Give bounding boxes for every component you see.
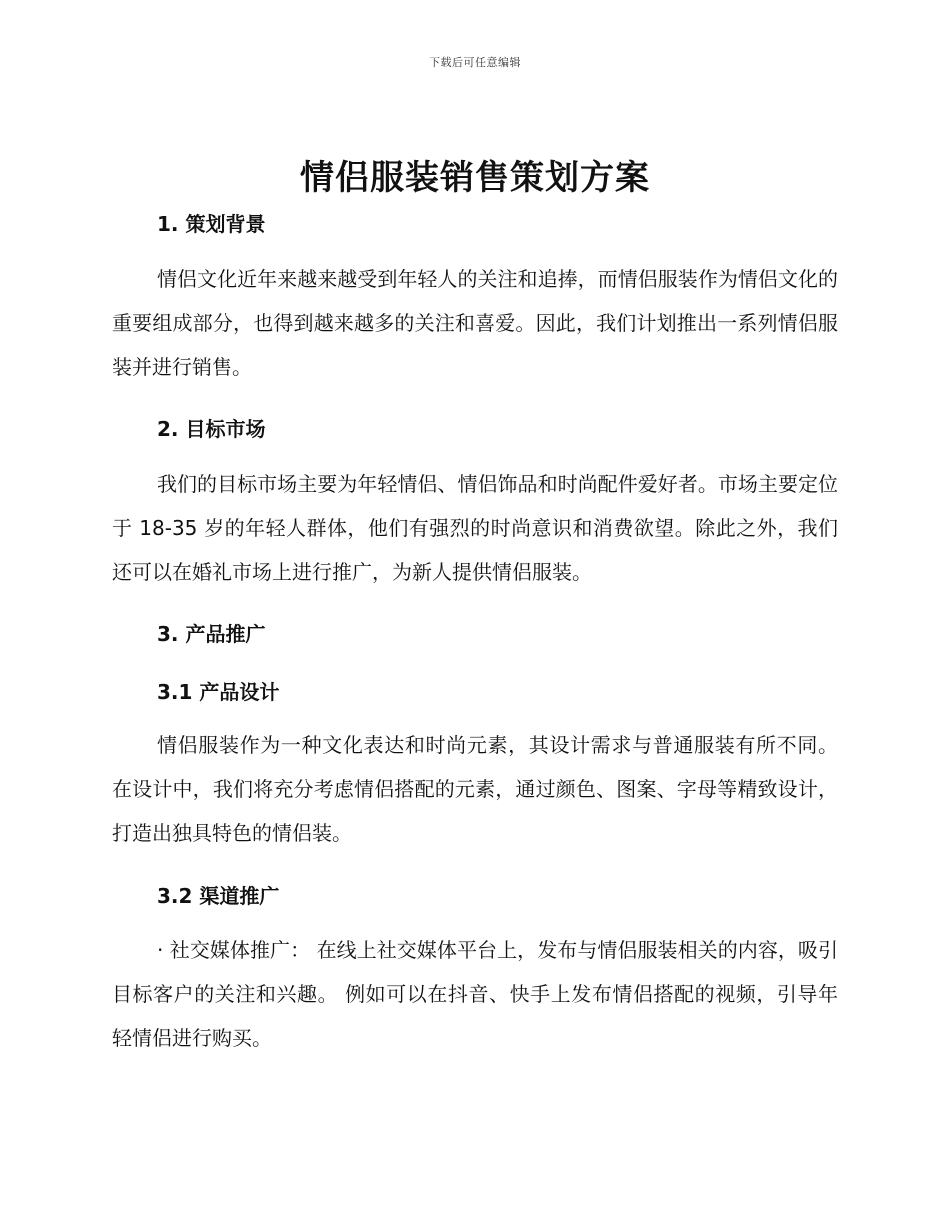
section-heading-target-market: 2. 目标市场 <box>157 417 266 441</box>
section-heading-channel-promotion: 3.2 渠道推广 <box>157 884 280 908</box>
section-body-background: 情侣文化近年来越来越受到年轻人的关注和追捧，而情侣服装作为情侣文化的重要组成部分，也得到越来越多的关注和喜爱。因此，我们计划推出一系列情侣服装并进行销售。 <box>112 267 838 379</box>
section-body-product-design: 情侣服装作为一种文化表达和时尚元素，其设计需求与普通服装有所不同。 在设计中，我们将充分考虑情侣搭配的元素，通过颜色、图案、字母等精致设计，打造出独具特色的情侣装。 <box>112 733 838 845</box>
page-header-note: 下载后可任意编辑 <box>429 56 521 69</box>
section-body-target-market: 我们的目标市场主要为年轻情侣、情侣饰品和时尚配件爱好者。市场主要定位于 18-35 岁的年轻人群体，他们有强烈的时尚意识和消费欲望。除此之外，我们还可以在婚礼市场上进行推广，为新人提供情侣服装。 <box>112 472 838 584</box>
section-heading-background: 1. 策划背景 <box>157 212 266 236</box>
section-heading-product-promotion: 3. 产品推广 <box>157 622 266 646</box>
section-body-channel-promotion: · 社交媒体推广： 在线上社交媒体平台上，发布与情侣服装相关的内容，吸引目标客户的关注和兴趣。 例如可以在抖音、快手上发布情侣搭配的视频，引导年轻情侣进行购买。 <box>112 938 838 1050</box>
section-heading-product-design: 3.1 产品设计 <box>157 680 280 704</box>
document-title: 情侣服装销售策划方案 <box>300 158 650 198</box>
